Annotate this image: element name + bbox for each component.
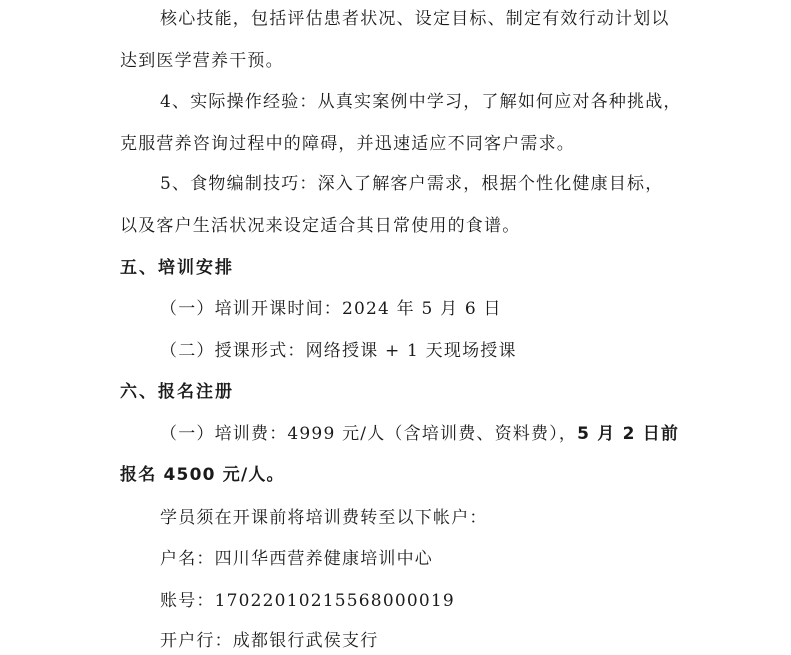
fee-line1-normal: （一）培训费：4999 元/人（含培训费、资料费）， bbox=[160, 424, 578, 444]
section5-item2: （二）授课形式：网络授课 + 1 天现场授课 bbox=[160, 341, 517, 361]
section5-heading: 五、培训安排 bbox=[120, 258, 234, 278]
account-name: 户名：四川华西营养健康培训中心 bbox=[160, 549, 433, 569]
item4-line2: 克服营养咨询过程中的障碍，并迅速适应不同客户需求。 bbox=[120, 134, 575, 154]
fee-line1 bbox=[160, 423, 679, 445]
account-number: 账号：17022010215568000019 bbox=[160, 591, 455, 611]
section5-item1: （一）培训开课时间：2024 年 5 月 6 日 bbox=[160, 299, 502, 319]
bank-name: 开户行：成都银行武侯支行 bbox=[160, 631, 379, 651]
section6-heading: 六、报名注册 bbox=[120, 382, 234, 402]
fee-deadline-bold: 5 月 2 日前 bbox=[577, 424, 680, 444]
item5-line1: 5、食物编制技巧：深入了解客户需求，根据个性化健康目标， bbox=[160, 174, 664, 194]
item3-continuation-line2: 达到医学营养干预。 bbox=[120, 51, 284, 71]
item4-line1: 4、实际操作经验：从真实案例中学习，了解如何应对各种挑战， bbox=[160, 92, 682, 112]
item3-continuation-line1: 核心技能，包括评估患者状况、设定目标、制定有效行动计划以 bbox=[160, 9, 670, 29]
transfer-note: 学员须在开课前将培训费转至以下帐户： bbox=[160, 508, 488, 528]
item5-line2: 以及客户生活状况来设定适合其日常使用的食谱。 bbox=[120, 216, 521, 236]
fee-line2-bold: 报名 4500 元/人。 bbox=[120, 465, 285, 485]
